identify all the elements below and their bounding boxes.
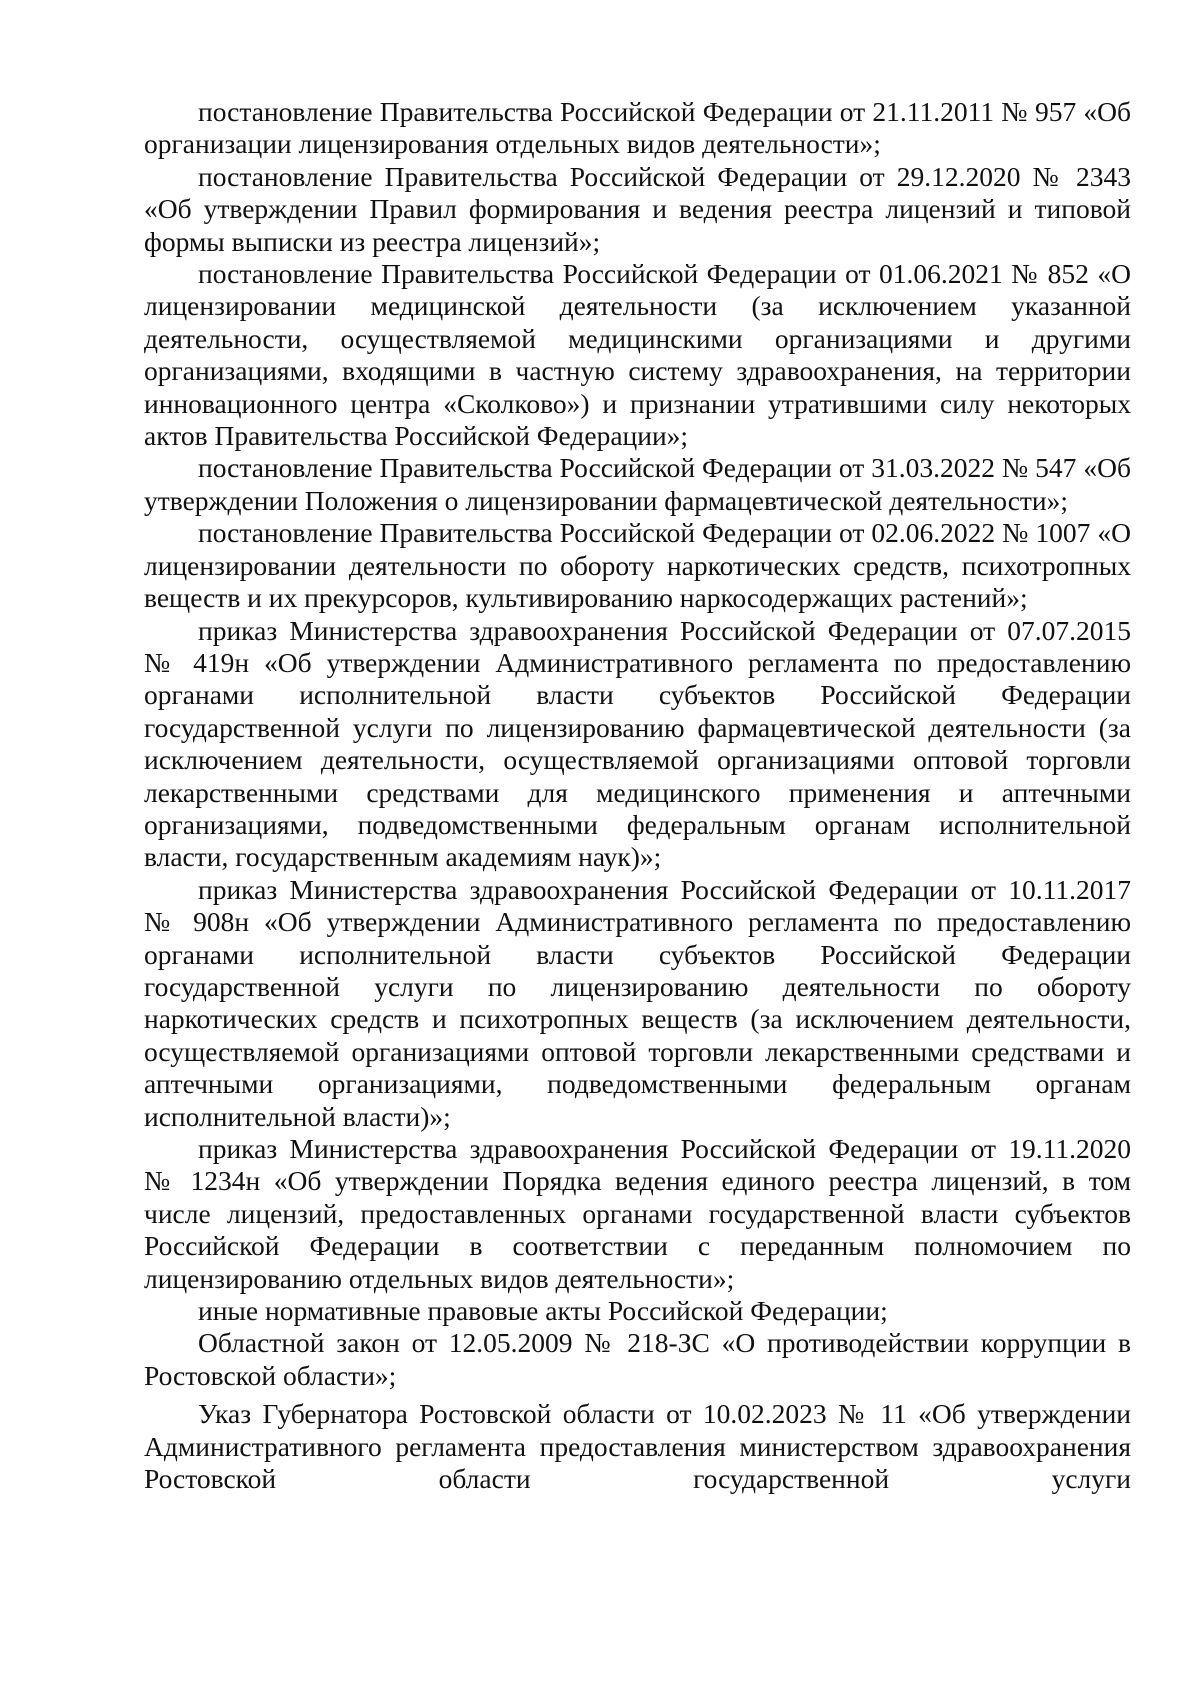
paragraph-resolution-957: постановление Правительства Российской Федерации от 21.11.2011 № 957 «Об организации лицензирования отдельных видов деятельности»; <box>144 96 1131 160</box>
paragraph-governor-decree-11: Указ Губернатора Ростовской области от 10.02.2023 № 11 «Об утверждении Административного регламента предоставления министерством здравоохранения Ростовской области государственной услуги <box>144 1398 1131 1495</box>
paragraph-order-908n: приказ Министерства здравоохранения Российской Федерации от 10.11.2017 № 908н «Об утверждении Административного регламента по предоставлению органами исполнительной власти субъектов Российской Федерации государственной услуги по лицензированию деятельности по обороту наркотических средств и психотропных веществ (за исключением деятельности, осуществляемой организациями оптовой торговли лекарственными средствами и аптечными организациями, подведомственными федеральным органам исполнительной власти)»; <box>144 873 1131 1132</box>
paragraph-resolution-852: постановление Правительства Российской Федерации от 01.06.2021 № 852 «О лицензировании медицинской деятельности (за исключением указанной деятельности, осуществляемой медицинскими организациями и другими организациями, входящими в частную систему здравоохранения, на территории инновационного центра «Сколково») и признании утратившими силу некоторых актов Правительства Российской Федерации»; <box>144 258 1131 452</box>
paragraph-order-419n: приказ Министерства здравоохранения Российской Федерации от 07.07.2015 № 419н «Об утверждении Административного регламента по предоставлению органами исполнительной власти субъектов Российской Федерации государственной услуги по лицензированию фармацевтической деятельности (за исключением деятельности, осуществляемой организациями оптовой торговли лекарственными средствами для медицинского применения и аптечными организациями, подведомственными федеральным органам исполнительной власти, государственным академиям наук)»; <box>144 614 1131 873</box>
paragraph-resolution-547: постановление Правительства Российской Федерации от 31.03.2022 № 547 «Об утверждении Положения о лицензировании фармацевтической деятельности»; <box>144 452 1131 516</box>
paragraph-regional-law-218: Областной закон от 12.05.2009 № 218-ЗС «О противодействии коррупции в Ростовской области»; <box>144 1327 1131 1391</box>
paragraph-resolution-1007: постановление Правительства Российской Федерации от 02.06.2022 № 1007 «О лицензировании деятельности по обороту наркотических средств, психотропных веществ и их прекурсоров, культивированию наркосодержащих растений»; <box>144 517 1131 614</box>
paragraph-order-1234n: приказ Министерства здравоохранения Российской Федерации от 19.11.2020 № 1234н «Об утверждении Порядка ведения единого реестра лицензий, в том числе лицензий, предоставленных органами государственной власти субъектов Российской Федерации в соответствии с переданным полномочием по лицензированию отдельных видов деятельности»; <box>144 1133 1131 1294</box>
paragraph-other-acts: иные нормативные правовые акты Российской Федерации; <box>198 1295 888 1327</box>
document-body <box>144 96 1131 1495</box>
paragraph-resolution-2343: постановление Правительства Российской Федерации от 29.12.2020 № 2343 «Об утверждении Правил формирования и ведения реестра лицензий и типовой формы выписки из реестра лицензий»; <box>144 160 1131 257</box>
